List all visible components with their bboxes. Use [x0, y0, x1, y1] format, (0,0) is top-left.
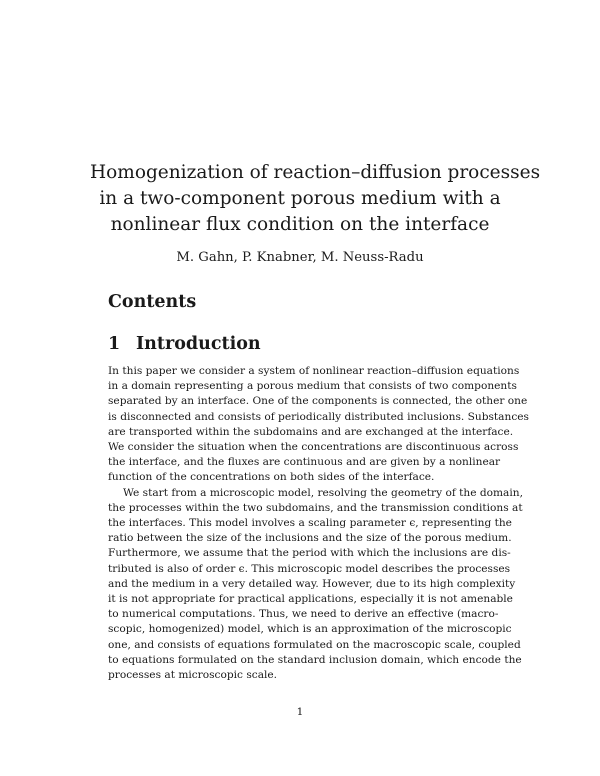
paragraph-1	[108, 364, 529, 486]
section-title: Introduction	[136, 334, 261, 354]
section-number: 1	[108, 334, 121, 354]
paper-title	[90, 160, 541, 238]
text-line: function of the concentrations on both sides of the interface.	[108, 471, 435, 484]
text-line: In this paper we consider a system of nonlinear reaction–diffusion equations	[108, 365, 520, 377]
author-list: M. Gahn, P. Knabner, M. Neuss-Radu	[176, 250, 424, 265]
text-line: to numerical computations. Thus, we need to derive an effective (macro-	[108, 608, 499, 621]
text-line: one, and consists of equations formulated on the macroscopic scale, coupled	[108, 638, 521, 651]
text-line: and the medium in a very detailed way. However, due to its high complexity	[108, 577, 516, 590]
text-line: We start from a microscopic model, resolving the geometry of the domain,	[123, 486, 523, 499]
title-line: in a two-component porous medium with a	[99, 188, 501, 209]
text-line: are transported within the subdomains and are exchanged at the interface.	[108, 425, 514, 438]
text-line: is disconnected and consists of periodically distributed inclusions. Substances	[108, 410, 529, 423]
text-line: the interfaces. This model involves a scaling parameter ϵ, representing the	[108, 517, 512, 530]
page-number: 1	[296, 706, 304, 718]
text-line: in a domain representing a porous medium that consists of two components	[108, 380, 517, 393]
text-line: scopic, homogenized) model, which is an approximation of the microscopic	[108, 623, 512, 636]
contents-heading: Contents	[108, 292, 197, 312]
text-line: tributed is also of order ϵ. This microscopic model describes the processes	[108, 562, 511, 575]
text-line: the interface, and the fluxes are continuous and are given by a nonlinear	[108, 456, 501, 469]
text-line: processes at microscopic scale.	[108, 669, 278, 682]
text-line: to equations formulated on the standard inclusion domain, which encode the	[108, 653, 522, 666]
text-line: ratio between the size of the inclusions and the size of the porous medium.	[108, 532, 512, 545]
title-line: Homogenization of reaction–diffusion processes	[90, 162, 541, 183]
text-line: Furthermore, we assume that the period with which the inclusions are dis-	[108, 547, 511, 560]
paragraph-2	[108, 486, 523, 684]
text-line: it is not appropriate for practical applications, especially it is not amenable	[108, 593, 513, 606]
section-body	[108, 364, 529, 683]
section-heading	[108, 334, 261, 354]
title-line: nonlinear flux condition on the interface	[110, 214, 490, 235]
text-line: the processes within the two subdomains, and the transmission conditions at	[108, 501, 523, 514]
text-line: We consider the situation when the concentrations are discontinuous across	[108, 441, 519, 454]
text-line: separated by an interface. One of the components is connected, the other one	[108, 395, 528, 408]
